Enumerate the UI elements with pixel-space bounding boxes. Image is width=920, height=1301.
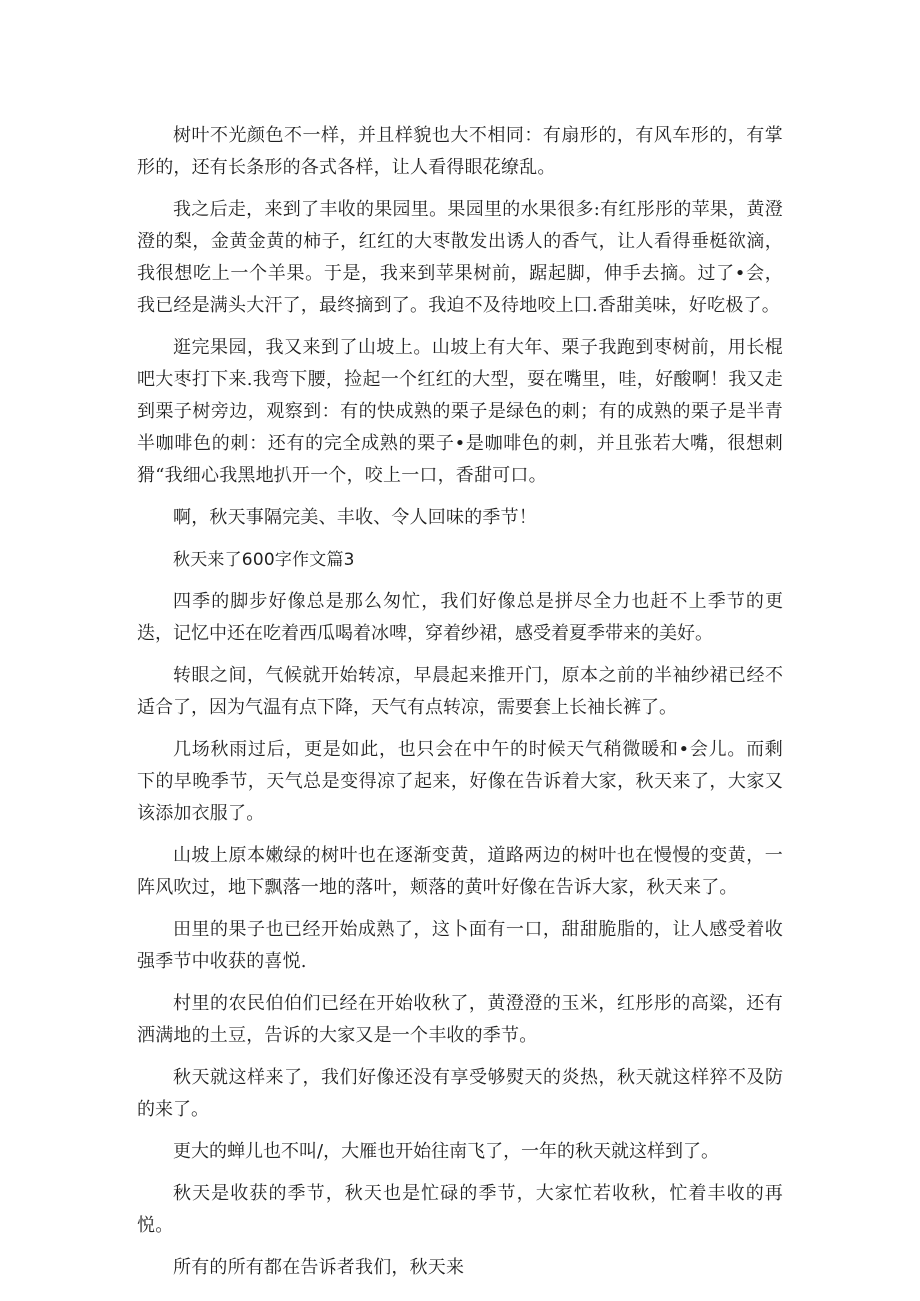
paragraph-leaves-shapes: 树叶不光颜色不一样，并且样貌也大不相同：有扇形的，有风车形的，有掌形的，还有长条形的各式各样，让人看得眼花缭乱。	[137, 125, 783, 178]
paragraph-cooling: 转眼之间，气候就开始转凉，早晨起来推开门，原本之前的半袖纱裙已经不适合了，因为气温有点下降，天气有点转凉，需要套上长袖长裤了。	[137, 665, 783, 718]
paragraph-orchard: 我之后走，来到了丰收的果园里。果园里的水果很多:有红彤彤的苹果，黄澄澄的梨，金黄金黄的柿子，红红的大枣散发出诱人的香气，让人看得垂梃欲滴，我很想吃上一个羊果。于是，我来到苹果树前，踞起脚，伸手去摘。过了•会，我已经是满头大汗了，最终摘到了。我迫不及待地咬上囗.香甜美味，好吃极了。	[137, 199, 783, 316]
paragraph-hillside: 逛完果园，我又来到了山坡上。山坡上有大年、栗子我跑到枣树前，用长棍吧大枣打下来.我弯下腰，捡起一个红红的大型，耍在嘴里，哇，好酸啊！我又走到栗子树旁边，观察到：有的快成熟的栗子是绿色的刺；有的成熟的栗子是半青半咖啡色的刺：还有的完全成熟的栗子•是咖啡色的刺，并且张若大嘴，很想刺猾“我细心我黑地扒开一个，咬上一口，香甜可口。	[137, 337, 783, 486]
paragraph-autumn-rain: 几场秋雨过后，更是如此，也只会在中午的时候天气稍微暖和•会儿。而剩下的早晚季节，天气总是变得凉了起来，好像在告诉着大家，秋天来了，大家又该添加衣服了。	[137, 739, 783, 824]
paragraph-yellow-leaves: 山坡上原本嫩绿的树叶也在逐渐变黄，道路两边的树叶也在慢慢的变黄，一阵风吹过，地下飘落一地的落叶，颊落的黄叶好像在告诉大家，秋天来了。	[137, 845, 783, 898]
document-body	[137, 120, 783, 1294]
paragraph-farmers: 村里的农民伯伯们已经在开始收秋了，黄澄澄的玉米，红彤彤的高粱，还有洒满地的土豆，告诉的大家又是一个丰收的季节。	[137, 993, 783, 1046]
paragraph-seasons: 四季的脚步好像总是那么匆忙，我们好像总是拼尽全力也赶不上季节的更迭，记忆中还在吃着西瓜喝着冰啤，穿着纱裙，感受着夏季带来的美好。	[137, 591, 783, 644]
essay-title: 秋天来了600字作文篇3	[173, 550, 355, 570]
paragraph-closing: 所有的所有都在告诉者我们，秋天来	[173, 1257, 465, 1278]
paragraph-cicadas: 更大的蝉儿也不叫/，大雁也开始往南飞了，一年的秋天就这样到了。	[173, 1141, 720, 1162]
paragraph-exclamation: 啊，秋天事隔完美、丰收、令人回味的季节！	[173, 507, 537, 528]
paragraph-fruits: 田里的果子也已经开始成熟了，这卜面有一口，甜甜脆脂的，让人感受着收强季节中收获的喜悦.	[137, 919, 783, 972]
paragraph-autumn-arrives: 秋天就这样来了，我们好像还没有享受够熨天的炎热，秋天就这样猝不及防的来了。	[137, 1067, 783, 1120]
paragraph-harvest-season: 秋天是收获的季节，秋天也是忙碌的季节，大家忙若收秋，忙着丰收的再悦。	[137, 1183, 783, 1236]
